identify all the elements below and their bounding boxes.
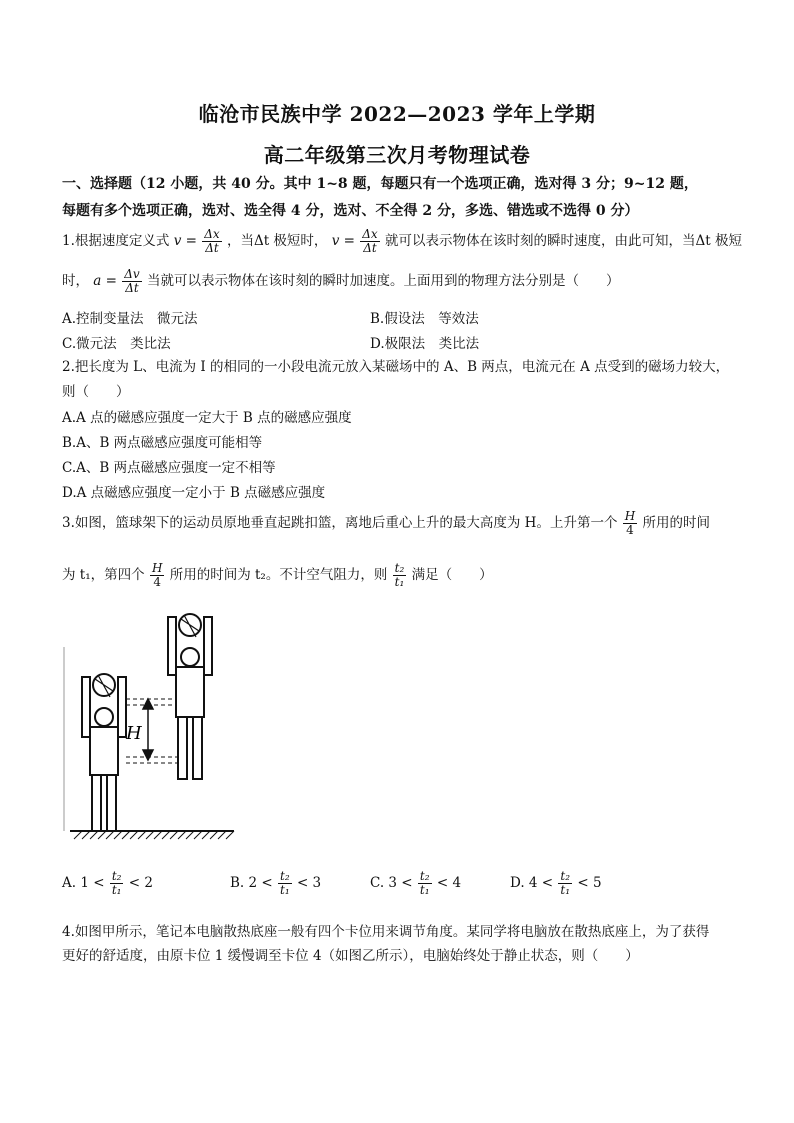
q3-frac-den: 4: [626, 523, 634, 537]
q3-option-d-post: < 5: [577, 875, 602, 891]
q1-fraction-dv-dt: [122, 268, 141, 295]
exam-title-line1: 临沧市民族中学 2022—2023 学年上学期: [198, 102, 596, 126]
q3-frac2-den: 4: [153, 575, 161, 589]
q3-frac3-num: t₂: [394, 561, 405, 575]
q1-text-c: 就可以表示物体在该时刻的瞬时速度，由此可知，当Δt 极短: [384, 233, 742, 249]
section-line2: 每题有多个选项正确，选对、选全得 4 分，选对、不全得 2 分，多选、错选或不选得 0 分）: [62, 203, 639, 219]
q3-frac3-den: t₁: [394, 575, 405, 589]
q1-frac-num: Δx: [204, 227, 220, 241]
q1-frac-den-2: Δt: [363, 241, 377, 255]
q3-option-d-pre: D. 4 <: [510, 875, 554, 891]
q1-line1: [62, 228, 742, 255]
q1-text-d: 时，: [62, 273, 89, 289]
q3-text-d: 所用的时间为 t₂。不计空气阻力，则: [169, 567, 388, 583]
q1-option-b[interactable]: B.假设法 等效法: [370, 311, 479, 327]
q4-line2: 更好的舒适度，由原卡位 1 缓慢调至卡位 4（如图乙所示），电脑始终处于静止状态，则（ ）: [62, 948, 639, 964]
q3-option-c-post: < 4: [436, 875, 462, 891]
q3-option-a-frac: [110, 870, 124, 897]
q3-frac2-num: H: [151, 561, 163, 575]
q3-option-c-den: t₁: [419, 883, 430, 897]
q3-frac-num: H: [624, 509, 636, 523]
q3-option-b-post: < 3: [296, 875, 322, 891]
q3-option-b-frac: [278, 870, 292, 897]
q1-frac-num-2: Δx: [362, 227, 378, 241]
q2-line2: 则（ ）: [62, 384, 130, 400]
q3-option-b[interactable]: [230, 870, 321, 897]
q1-frac2-num: Δv: [124, 267, 140, 281]
section-line1: 一、选择题（12 小题，共 40 分。其中 1~8 题，每题只有一个选项正确，选对得 3 分；9~12 题，: [62, 176, 698, 192]
q3-line1: [62, 510, 710, 537]
q1-fraction-dx-dt-2: [360, 228, 379, 255]
q1-a-eq: a =: [93, 273, 117, 289]
q1-v-eq2: v =: [331, 233, 355, 249]
section-instructions: [62, 171, 762, 225]
standing-player: [82, 674, 126, 831]
q3-option-a-pre: A. 1 <: [62, 875, 105, 891]
q3-option-d-frac: [558, 870, 572, 897]
q3-option-b-pre: B. 2 <: [230, 875, 273, 891]
q3-option-a-num: t₂: [111, 869, 122, 883]
q3-option-a-den: t₁: [111, 883, 122, 897]
q3-option-a-post: < 2: [128, 875, 153, 891]
q1-option-c[interactable]: C.微元法 类比法: [62, 336, 171, 352]
q2-line1: 2.把长度为 L、电流为 I 的相同的一小段电流元放入某磁场中的 A、B 两点，电流元在 A 点受到的磁场力较大，: [62, 359, 730, 375]
q3-fraction-h-4-2: [150, 562, 164, 589]
q2-option-a[interactable]: A.A 点的磁感应强度一定大于 B 点的磁感应强度: [62, 410, 352, 426]
q2-option-b[interactable]: B.A、B 两点磁感应强度可能相等: [62, 435, 263, 451]
q3-option-b-num: t₂: [280, 869, 290, 883]
q3-option-c-frac: [418, 870, 432, 897]
q3-fraction-t2-t1: [393, 562, 407, 589]
q3-option-c[interactable]: [370, 870, 461, 897]
q3-line2: [62, 562, 493, 589]
q3-option-a[interactable]: [62, 870, 153, 897]
q3-text-c: 为 t₁，第四个: [62, 567, 145, 583]
q1-frac-den: Δt: [205, 241, 219, 255]
q3-text-b: 所用的时间: [642, 515, 711, 531]
basketball-jump-figure: [62, 607, 242, 847]
q3-text-a: 3.如图，篮球架下的运动员原地垂直起跳扣篮，离地后重心上升的最大高度为 H。上升第一个: [62, 515, 618, 531]
q3-fraction-h-4: [623, 510, 637, 537]
q3-option-d-den: t₁: [560, 883, 571, 897]
q1-option-d[interactable]: D.极限法 类比法: [370, 336, 480, 352]
q3-option-c-num: t₂: [419, 869, 430, 883]
h-label: H: [126, 723, 142, 744]
q3-option-c-pre: C. 3 <: [370, 875, 413, 891]
q3-option-b-den: t₁: [280, 883, 290, 897]
q1-v-eq: v =: [173, 233, 197, 249]
q3-option-d-num: t₂: [560, 869, 571, 883]
q2-option-d[interactable]: D.A 点磁感应强度一定小于 B 点磁感应强度: [62, 485, 326, 501]
q1-text-b: ，当Δt 极短时，: [226, 233, 328, 249]
ground-hatching: [70, 831, 234, 839]
q4-line1: 4.如图甲所示，笔记本电脑散热底座一般有四个卡位用来调节角度。某同学将电脑放在散热底座上，为了获得: [62, 924, 710, 940]
q1-frac2-den: Δt: [125, 281, 139, 295]
exam-title-line2: 高二年级第三次月考物理试卷: [263, 143, 531, 167]
q3-option-d[interactable]: [510, 870, 602, 897]
q1-text-a: 1.根据速度定义式: [62, 233, 170, 249]
q3-text-e: 满足（ ）: [411, 567, 493, 583]
q2-option-c[interactable]: C.A、B 两点磁感应强度一定不相等: [62, 460, 276, 476]
q1-line2: [62, 268, 620, 295]
q1-text-e: 当就可以表示物体在该时刻的瞬时加速度。上面用到的物理方法分别是（ ）: [147, 273, 620, 289]
jumping-player: [168, 614, 212, 779]
q1-option-a[interactable]: A.控制变量法 微元法: [62, 311, 198, 327]
q1-fraction-dx-dt: [202, 228, 221, 255]
